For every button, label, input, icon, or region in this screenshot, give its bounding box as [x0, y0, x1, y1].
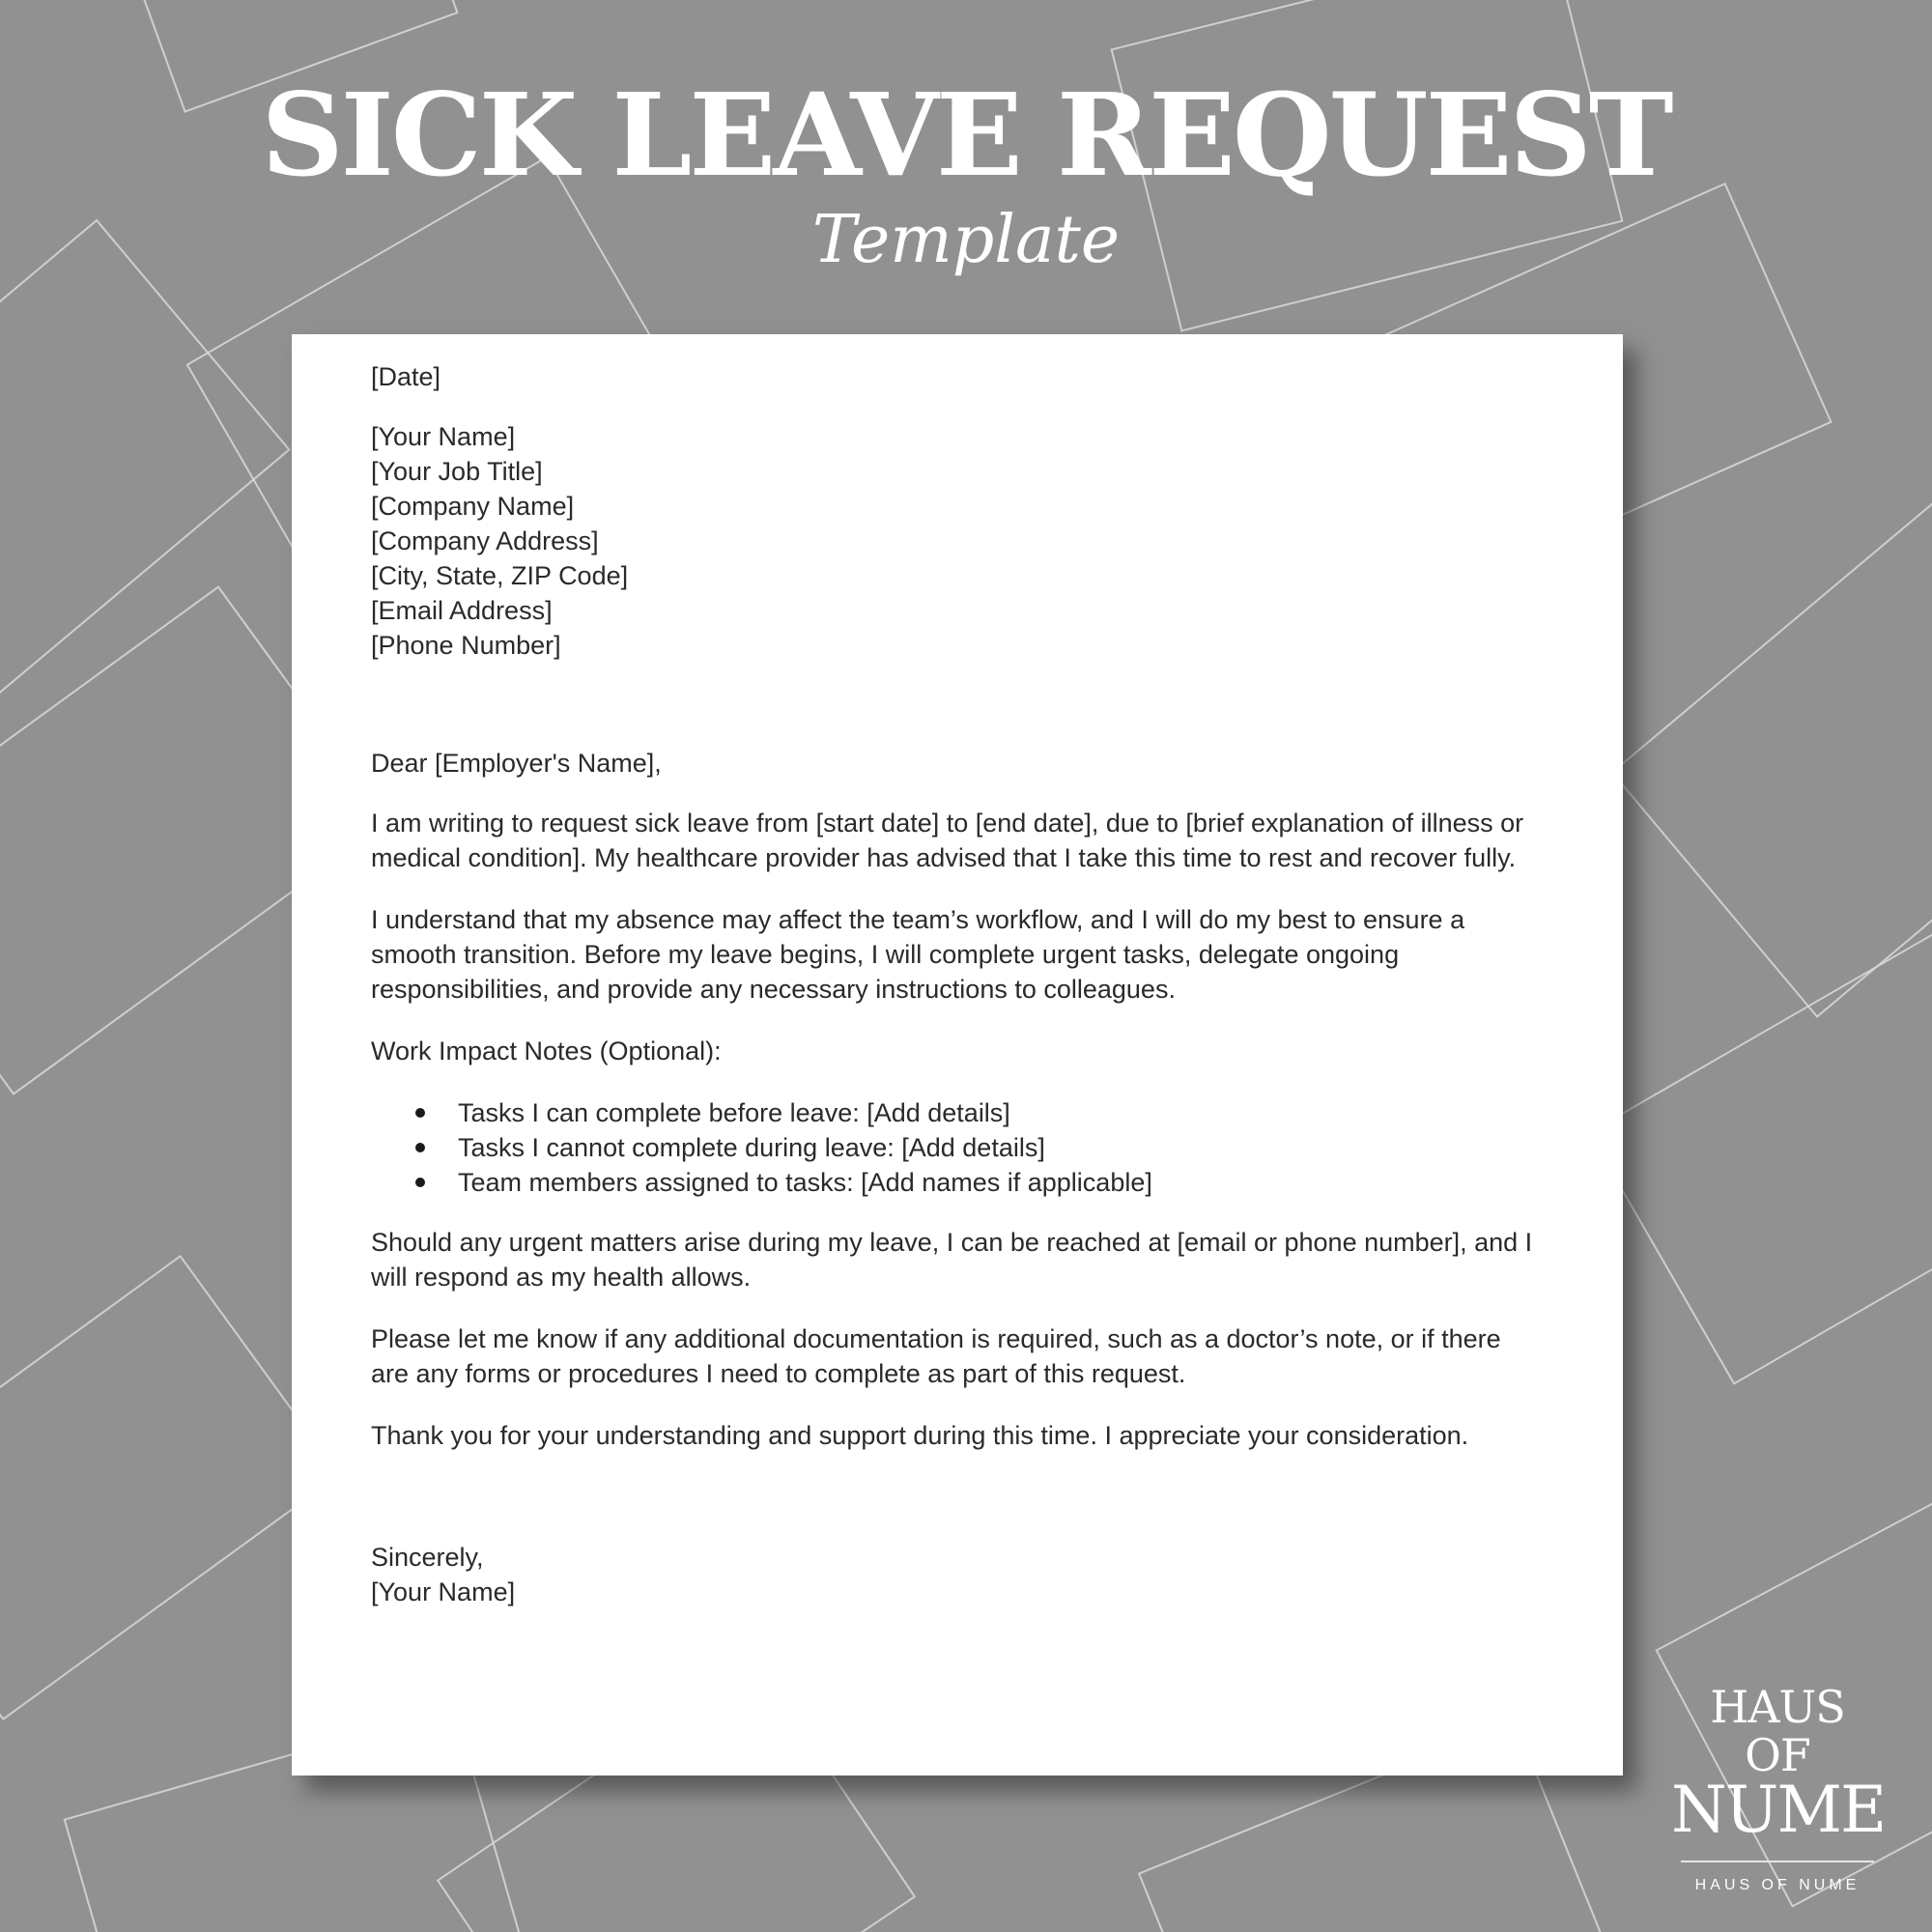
brand-logo [1671, 1683, 1884, 1895]
bullet-icon [415, 1108, 425, 1118]
page-title: SICK LEAVE REQUEST [261, 68, 1671, 202]
address-line: [Phone Number] [371, 631, 561, 660]
list-item [458, 1130, 1546, 1165]
header [0, 68, 1932, 284]
bullet-icon [415, 1178, 425, 1187]
closing-block [371, 1540, 1546, 1609]
brand-divider [1681, 1861, 1874, 1862]
brand-logo-line1: HAUS OF [1710, 1681, 1845, 1781]
body-paragraph: I am writing to request sick leave from [start date] to [end date], due to [brief explanation of illness or medical condition]. My healthcare provider has advised that I take this time to rest and recover fully. [371, 809, 1524, 872]
list-item-text: Tasks I cannot complete during leave: [Add details] [458, 1133, 1045, 1162]
work-impact-list [371, 1095, 1546, 1200]
closing-text: Sincerely, [371, 1543, 484, 1572]
brand-tagline: HAUS OF NUME [1694, 1877, 1861, 1893]
salutation: Dear [Employer's Name], [371, 749, 662, 778]
notes-heading: Work Impact Notes (Optional): [371, 1037, 722, 1065]
body-paragraph: Please let me know if any additional documentation is required, such as a doctor’s note, or if there are any forms or procedures I need to complete as part of this request. [371, 1324, 1501, 1388]
list-item [458, 1165, 1546, 1200]
list-item-text: Tasks I can complete before leave: [Add details] [458, 1098, 1010, 1127]
bullet-icon [415, 1143, 425, 1152]
page-subtitle: Template [811, 202, 1121, 278]
address-line: [Email Address] [371, 596, 553, 625]
address-line: [Your Job Title] [371, 457, 543, 486]
letter-date: [Date] [371, 362, 441, 391]
list-item-text: Team members assigned to tasks: [Add names if applicable] [458, 1168, 1152, 1197]
body-paragraph: I understand that my absence may affect the team’s workflow, and I will do my best to ensure a smooth transition. Before my leave begins, I will complete urgent tasks, delegate ongoing responsibilities, and provide any necessary instructions to colleagues. [371, 905, 1465, 1004]
body-paragraph: Thank you for your understanding and support during this time. I appreciate your consideration. [371, 1421, 1469, 1450]
list-item [458, 1095, 1546, 1130]
address-line: [Company Address] [371, 526, 599, 555]
sender-address-block [371, 419, 1546, 663]
letter-document [292, 334, 1623, 1776]
address-line: [City, State, ZIP Code] [371, 561, 629, 590]
address-line: [Your Name] [371, 422, 516, 451]
body-paragraph: Should any urgent matters arise during my leave, I can be reached at [email or phone number], and I will respond as my health allows. [371, 1228, 1533, 1292]
address-line: [Company Name] [371, 492, 575, 521]
signature-name: [Your Name] [371, 1577, 516, 1606]
brand-logo-line2: NUME [1671, 1773, 1886, 1847]
